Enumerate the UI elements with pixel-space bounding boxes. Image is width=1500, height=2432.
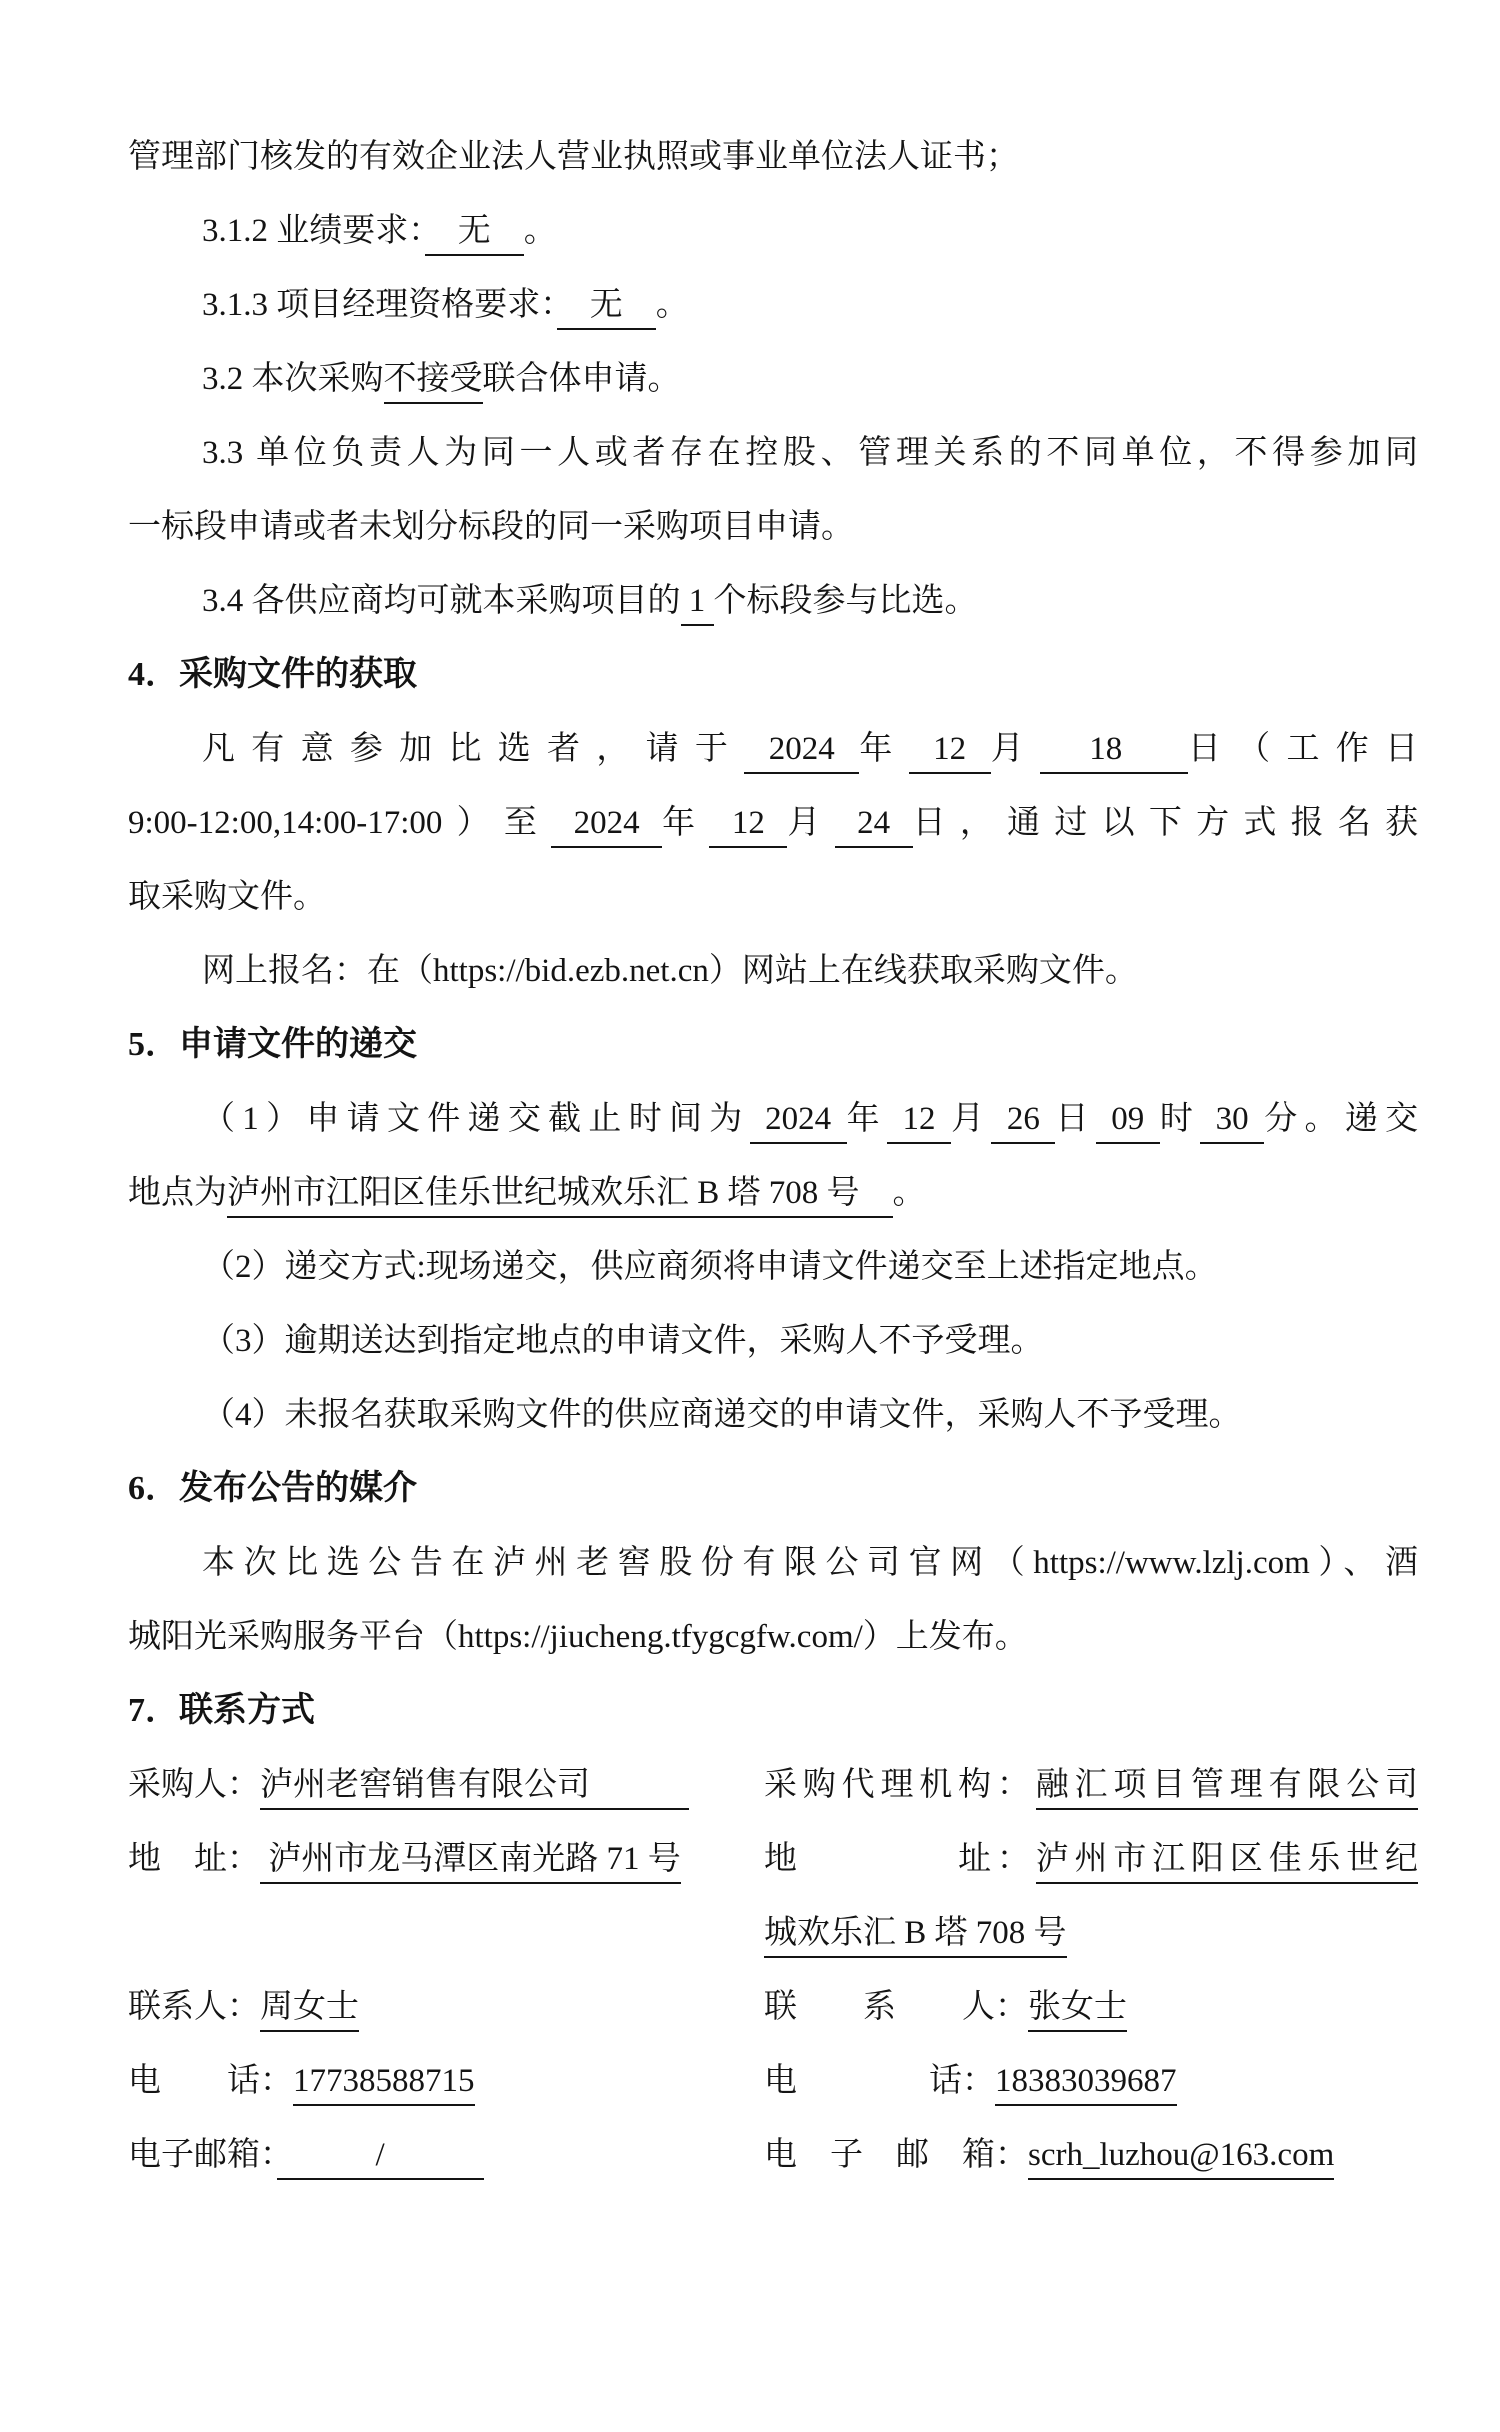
text-segment: 地点为 (128, 1175, 227, 1211)
underlined-text: 2024 (750, 1101, 847, 1144)
underlined-text: 泸州市龙马潭区南光路 71 号 (260, 1841, 681, 1884)
text-segment: 电 子 邮 箱： (764, 2137, 1028, 2173)
text-segment: 年 (846, 1101, 887, 1137)
text-segment: 6．发布公告的媒介 (128, 1470, 417, 1507)
text-segment: 时 (1159, 1101, 1201, 1137)
text-segment: 9:00-12:00,14:00-17:00）至 (128, 805, 552, 841)
contact-row (128, 2118, 1418, 2192)
text-segment: 凡有意参加比选者，请于 (202, 731, 745, 767)
section-heading (128, 1452, 1418, 1526)
underlined-text: 周女士 (260, 1989, 359, 2032)
text-line (128, 712, 1418, 786)
underlined-text: 12 (909, 731, 991, 774)
text-segment: 网上报名：在（https://bid.ezb.net.cn）网站上在线获取采购文件。 (202, 953, 1138, 989)
contact-left-cell (128, 2118, 764, 2192)
text-line (128, 1230, 1418, 1304)
contact-right-cell (764, 1896, 1418, 1970)
text-segment: 本次比选公告在泸州老窖股份有限公司官网（https://www.lzlj.com）、酒 (202, 1545, 1418, 1581)
underlined-text: 无 (425, 213, 524, 256)
contact-right-cell (764, 1822, 1418, 1896)
text-segment: 5．申请文件的递交 (128, 1026, 417, 1063)
text-line (128, 786, 1418, 860)
text-segment: 。 (523, 213, 557, 249)
text-segment: 电 话： (128, 2063, 293, 2099)
underlined-text: 30 (1200, 1101, 1264, 1144)
contact-row (128, 1970, 1418, 2044)
contact-right-cell (764, 1970, 1418, 2044)
text-segment: 管理部门核发的有效企业法人营业执照或事业单位法人证书； (128, 139, 1019, 175)
underlined-text: 12 (709, 805, 787, 848)
underlined-text: / (277, 2137, 484, 2180)
text-segment: （3）逾期送达到指定地点的申请文件，采购人不予受理。 (202, 1323, 1044, 1359)
contact-left-cell (128, 1748, 764, 1822)
text-segment: 电 话： (764, 2063, 995, 2099)
text-segment: 7．联系方式 (128, 1692, 315, 1729)
text-segment: 年 (662, 805, 710, 841)
text-segment: 地 址： (128, 1841, 260, 1877)
contact-left-cell (128, 2044, 764, 2118)
text-segment: 4．采购文件的获取 (128, 656, 417, 693)
text-segment: 采购人： (128, 1767, 260, 1803)
text-line (128, 1600, 1418, 1674)
text-segment: 一标段申请或者未划分标段的同一采购项目申请。 (128, 509, 854, 545)
contact-left-cell (128, 1970, 764, 2044)
contact-right-cell (764, 1748, 1418, 1822)
text-line (128, 416, 1418, 490)
underlined-text: 12 (887, 1101, 951, 1144)
text-segment: 月 (787, 805, 835, 841)
text-line (128, 490, 1418, 564)
text-segment: 月 (990, 731, 1040, 767)
text-segment: 地 址： (764, 1841, 1036, 1877)
text-line (128, 1082, 1418, 1156)
text-segment: 分。递交 (1264, 1101, 1418, 1137)
text-line (128, 934, 1418, 1008)
text-segment: 3.1.3 项目经理资格要求： (202, 287, 557, 323)
text-segment: 日 (1055, 1101, 1096, 1137)
section-heading (128, 1674, 1418, 1748)
text-line (128, 1156, 1418, 1230)
contact-right-cell (764, 2118, 1418, 2192)
underlined-text: 泸州市江阳区佳乐世纪城欢乐汇 B 塔 708 号 (227, 1175, 893, 1218)
underlined-text: 不接受 (384, 361, 483, 404)
text-line (128, 1378, 1418, 1452)
underlined-text: 2024 (744, 731, 859, 774)
section-heading (128, 638, 1418, 712)
underlined-text: 城欢乐汇 B 塔 708 号 (764, 1915, 1067, 1958)
contact-row (128, 1896, 1418, 1970)
underlined-text: 18383039687 (995, 2063, 1177, 2106)
underlined-text: 融汇项目管理有限公司 (1036, 1767, 1418, 1810)
underlined-text: 17738588715 (293, 2063, 475, 2106)
underlined-text: 26 (991, 1101, 1055, 1144)
text-segment: 3.3 单位负责人为同一人或者存在控股、管理关系的不同单位，不得参加同 (202, 435, 1418, 471)
contact-right-cell (764, 2044, 1418, 2118)
underlined-text: 泸州市江阳区佳乐世纪 (1036, 1841, 1418, 1884)
text-segment: （2）递交方式:现场递交，供应商须将申请文件递交至上述指定地点。 (202, 1249, 1218, 1285)
text-segment: 电子邮箱： (128, 2137, 277, 2173)
section-heading (128, 1008, 1418, 1082)
underlined-text: 1 (681, 583, 714, 626)
text-segment: （1）申请文件递交截止时间为 (202, 1101, 750, 1137)
text-segment: 3.1.2 业绩要求： (202, 213, 425, 249)
text-segment: 采购代理机构： (764, 1767, 1036, 1803)
text-line (128, 1526, 1418, 1600)
text-segment: 日（工作日 (1187, 731, 1418, 767)
text-segment: 。 (655, 287, 689, 323)
text-line (128, 860, 1418, 934)
text-segment: 日，通过以下方式报名获 (912, 805, 1418, 841)
underlined-text: 2024 (551, 805, 662, 848)
text-segment: （4）未报名获取采购文件的供应商递交的申请文件，采购人不予受理。 (202, 1397, 1242, 1433)
text-segment: 年 (859, 731, 909, 767)
text-segment: 取采购文件。 (128, 879, 326, 915)
contact-row (128, 1748, 1418, 1822)
text-line (128, 1304, 1418, 1378)
contact-row (128, 2044, 1418, 2118)
text-line (128, 564, 1418, 638)
text-segment: 城阳光采购服务平台（https://jiucheng.tfygcgfw.com/）上发布。 (128, 1619, 1028, 1655)
underlined-text: 张女士 (1028, 1989, 1127, 2032)
underlined-text: 泸州老窖销售有限公司 (260, 1767, 689, 1810)
underlined-text: 无 (557, 287, 656, 330)
text-segment: 3.4 各供应商均可就本采购项目的 (202, 583, 681, 619)
text-line (128, 194, 1418, 268)
contact-left-cell (128, 1896, 764, 1970)
contact-left-cell (128, 1822, 764, 1896)
text-line (128, 342, 1418, 416)
text-segment: 联合体申请。 (482, 361, 681, 397)
underlined-text: 24 (835, 805, 913, 848)
text-segment: 联 系 人： (764, 1989, 1028, 2025)
text-segment: 3.2 本次采购 (202, 361, 384, 397)
text-segment: 。 (892, 1175, 926, 1211)
underlined-text: 09 (1096, 1101, 1160, 1144)
underlined-text: 18 (1040, 731, 1188, 774)
text-segment: 个标段参与比选。 (713, 583, 978, 619)
text-line (128, 120, 1418, 194)
underlined-text: scrh_luzhou@163.com (1028, 2137, 1334, 2180)
text-segment: 月 (951, 1101, 992, 1137)
text-segment: 联系人： (128, 1989, 260, 2025)
text-line (128, 268, 1418, 342)
contact-row (128, 1822, 1418, 1896)
